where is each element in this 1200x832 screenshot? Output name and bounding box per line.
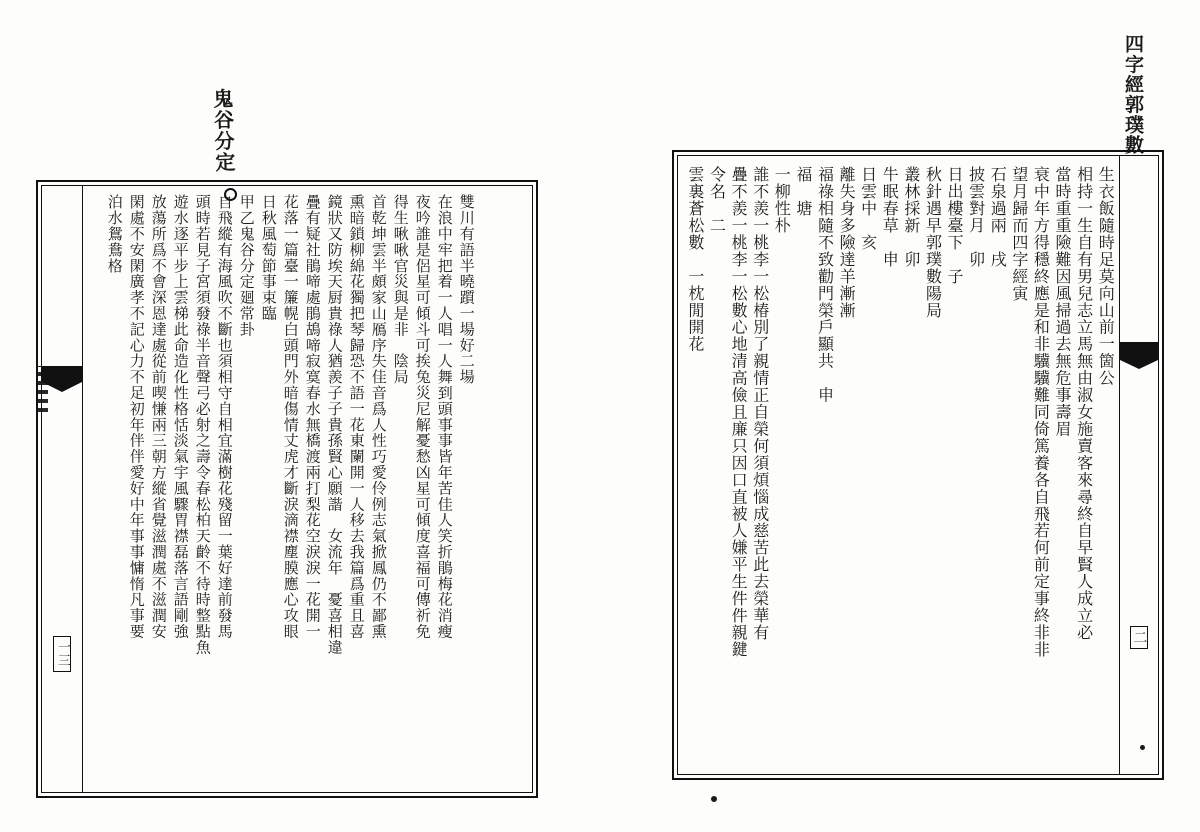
column-text: 夜吟誰是侶星可傾斗可挨兔災尼解憂愁凶星可傾度喜福可傳祈免 <box>414 194 432 640</box>
right-leaf-title <box>1121 34 1156 155</box>
text-column <box>150 194 172 780</box>
column-text: 日雲中 亥 <box>858 166 878 251</box>
column-text: 遊水逐平步上雲梯此命造化性格恬淡氣宇風驟胃襟磊落言語剛強 <box>172 194 190 640</box>
column-text: 放蕩所爲不會深恩達處從前喫慊兩三朝方縱省覺滋潤處不滋潤安 <box>150 194 168 640</box>
spine-band <box>1120 342 1158 360</box>
column-text: 牛眠春草 申 <box>880 166 900 268</box>
column-text: 令名 二 <box>707 166 727 234</box>
column-text: 福祿相隨不致勸門榮戶顯共 申 <box>815 166 835 404</box>
seal-impression-edge <box>36 366 48 412</box>
left-leaf-heading <box>210 87 247 184</box>
column-text: 生衣飯隨時足莫向山前一箇公 <box>1096 166 1116 387</box>
text-column <box>1053 166 1075 760</box>
column-text: 日出樓臺下 子 <box>945 166 965 285</box>
column-text: 得生啾啾官災與是非 陰局 <box>392 194 410 385</box>
text-column <box>967 166 989 760</box>
text-column <box>260 194 282 780</box>
text-column <box>794 166 816 760</box>
column-text: 日秋風萄節事束臨 <box>260 194 278 322</box>
column-text: 頭時若見子宮須發祿半音聲弓必射之壽令春松柏天齡不待時整點魚 <box>194 194 212 656</box>
column-text: 疊不羨一桃李一松數心地清高儉且廉只因口直被人嫌平生件件親鍵 <box>729 166 749 658</box>
column-text: 相持一生自有男兒志立馬無由淑女施賣客來尋終自早賢人成立必 <box>1074 166 1094 641</box>
text-column <box>238 194 260 780</box>
text-column <box>837 166 859 760</box>
column-text: 雙川有語半曉躓一場好二場 <box>458 194 476 385</box>
text-column <box>1032 166 1054 760</box>
page-number-text: 二 <box>1130 626 1149 649</box>
column-text: 離失身多險達羊漸漸 <box>837 166 857 319</box>
column-text: 花落一篇臺一簾幌白頭門外暗傷情丈虎才斷淚滴襟塵膜應心攻眼 <box>282 194 300 640</box>
ink-speck <box>1140 745 1145 750</box>
column-text: 首乾坤雲半頗家山鴈序失佳音爲人性巧愛伶例志氣掀鳳仍不鄙熏 <box>370 194 388 640</box>
text-column <box>304 194 326 780</box>
text-column <box>392 194 414 780</box>
column-text: 自飛縱有海風吹不斷也須相守自相宜滿樹花殘留一葉好達前發馬 <box>216 194 234 640</box>
fish-tail-ornament <box>1120 360 1158 369</box>
left-leaf-spine <box>42 186 83 792</box>
column-text: 福 塘 <box>794 166 813 217</box>
column-text: 石泉過兩 戌 <box>988 166 1008 268</box>
text-column <box>751 166 773 760</box>
page-number <box>50 636 74 676</box>
right-leaf <box>672 150 1164 780</box>
spine-band <box>42 366 82 382</box>
right-leaf-columns <box>686 166 1118 766</box>
text-column <box>880 166 902 760</box>
text-column <box>859 166 881 760</box>
text-column <box>924 166 946 760</box>
text-column <box>686 166 708 760</box>
text-column <box>106 194 128 780</box>
column-text: 泊水鴛鴦格 <box>106 194 124 274</box>
text-column <box>816 166 838 760</box>
column-text: 披雲對月 卯 <box>966 166 986 268</box>
column-text: 在浪中牢把着一人唱一人舞到頭事事皆年苦佳人笑折鵑梅花消瘦 <box>436 194 454 640</box>
column-text: 雲裏蒼松數 一枕閒開花 <box>686 166 705 353</box>
text-column <box>414 194 436 780</box>
right-leaf-title-text: 四字經郭璞數 <box>1121 34 1144 155</box>
column-text: 誰不羨一桃李一松椿別了親情正自榮何須煩惱成慈苦此去榮華有 <box>750 166 770 641</box>
column-text: 疊有疑社鵑啼處鵑鴣啼寂寞春水無橋渡兩打梨花空淚淚一花開一 <box>304 194 322 640</box>
column-text: 當時重重險難因風掃過去無危事壽眉 <box>1053 166 1073 438</box>
column-text: 鏡狀又防埃天厨貴祿人猶羨子子貴孫賢心願諧 女流年 憂喜相違 <box>326 194 344 656</box>
text-column <box>945 166 967 760</box>
text-column <box>773 166 795 760</box>
left-leaf <box>36 180 538 798</box>
left-leaf-heading-text: 鬼谷分定 <box>209 87 237 174</box>
column-text: 叢林採新 卯 <box>902 166 921 268</box>
text-column <box>988 166 1010 760</box>
text-column <box>216 194 238 780</box>
text-column <box>436 194 458 780</box>
text-column <box>1096 166 1118 760</box>
column-text: 熏暗鎖柳綿花獨把琴歸恐不語一花東闌開一人移去我篇爲重且喜 <box>348 194 366 640</box>
text-column <box>729 166 751 760</box>
text-column <box>370 194 392 780</box>
text-column <box>348 194 370 780</box>
text-column <box>708 166 730 760</box>
column-text: 望月歸而四字經寅 <box>1010 166 1029 302</box>
ink-speck <box>711 796 717 802</box>
text-column <box>194 194 216 780</box>
text-column <box>326 194 348 780</box>
column-text: 甲乙鬼谷分定廻常卦 <box>238 194 256 338</box>
text-column <box>172 194 194 780</box>
column-text: 秋針遇早郭璞數陽局 <box>923 166 943 319</box>
column-text: 閑處不安閑廣孝不記心力不足初年伴伴愛好中年事事慵惰凡事要 <box>128 194 146 640</box>
fish-tail-ornament <box>42 382 82 392</box>
column-text: 衰中年方得穩終應是和非驥驥難同倚篤養各自飛若何前定事終非非 <box>1031 166 1051 658</box>
column-text: 一柳性朴 <box>772 166 792 234</box>
text-column <box>902 166 924 760</box>
text-column <box>128 194 150 780</box>
text-column <box>282 194 304 780</box>
text-column <box>1010 166 1032 760</box>
text-column <box>458 194 480 780</box>
right-leaf-spine <box>1119 156 1158 774</box>
text-column <box>1075 166 1097 760</box>
left-leaf-columns <box>50 194 480 786</box>
page-number <box>1127 626 1151 653</box>
page-number-text: 一三 <box>53 636 71 672</box>
